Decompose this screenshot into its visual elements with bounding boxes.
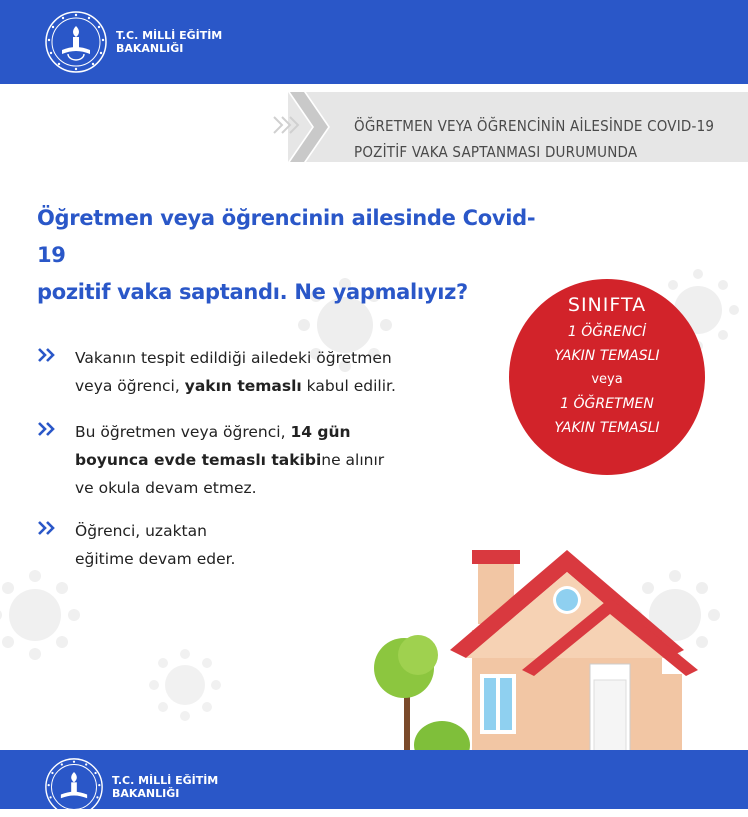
bullet2-line3: ve okula devam etmez. [75,479,257,497]
bullet2-line1-start: Bu öğretmen veya öğrenci, [75,423,291,441]
bullet1-line2-start: veya öğrenci, [75,377,185,395]
ministry-seal-icon [44,10,108,74]
badge-line4: YAKIN TEMASLI [554,420,660,436]
bullet3-line2: eğitime devam eder. [75,550,236,568]
banner-line1: ÖĞRETMEN VEYA ÖĞRENCİNİN AİLESİNDE COVID-19 [354,117,715,135]
bullet-text [75,344,396,400]
bullet1-bold: yakın temaslı [184,377,302,395]
title-line2: pozitif vaka saptandı. Ne yapmalıyız? [37,280,468,304]
ministry-seal-icon [44,757,104,817]
bullet-text [75,418,384,502]
bullet2-bold1: 14 gün [290,423,351,441]
header-logo [44,10,222,74]
badge-line3: 1 ÖĞRETMEN [560,396,654,412]
header-logo-text [116,29,222,55]
list-item [37,418,384,502]
bullet1-line2-end: kabul edilir. [301,377,396,395]
bullet-text [75,517,236,573]
badge-heading: SINIFTA [567,294,647,316]
virus-decoration-icon [140,640,230,730]
footer-logo [44,757,218,817]
double-chevron-icon [272,113,302,137]
footer-logo-line2: BAKANLIĞI [112,787,180,800]
badge-line2: YAKIN TEMASLI [554,348,660,364]
double-chevron-icon [37,344,67,400]
list-item [37,517,236,573]
badge-line1: 1 ÖĞRENCİ [567,324,647,340]
header-logo-line2: BAKANLIĞI [116,42,184,55]
bullet2-bold2: boyunca evde temaslı takibi [75,451,322,469]
banner-text [354,113,744,165]
bullet3-line1: Öğrenci, uzaktan [75,522,207,540]
footer-logo-line1: T.C. MİLLİ EĞİTİM [112,774,219,787]
banner-line2: POZİTİF VAKA SAPTANMASI DURUMUNDA [354,143,638,161]
footer-logo-text [112,774,218,800]
title-line1: Öğretmen veya öğrencinin ailesinde Covid-19 [37,206,536,267]
classroom-contact-text [509,290,705,440]
bullet1-line1: Vakanın tespit edildiği ailedeki öğretmen [75,349,392,367]
header-logo-line1: T.C. MİLLİ EĞİTİM [116,29,223,42]
bullet2-line2-end: ne alınır [321,451,385,469]
badge-veya: veya [591,372,623,387]
double-chevron-icon [37,418,67,502]
house-illustration-icon [372,540,702,778]
list-item [37,344,396,400]
double-chevron-icon [37,517,67,573]
virus-decoration-icon [0,560,90,670]
page-title [37,200,557,311]
